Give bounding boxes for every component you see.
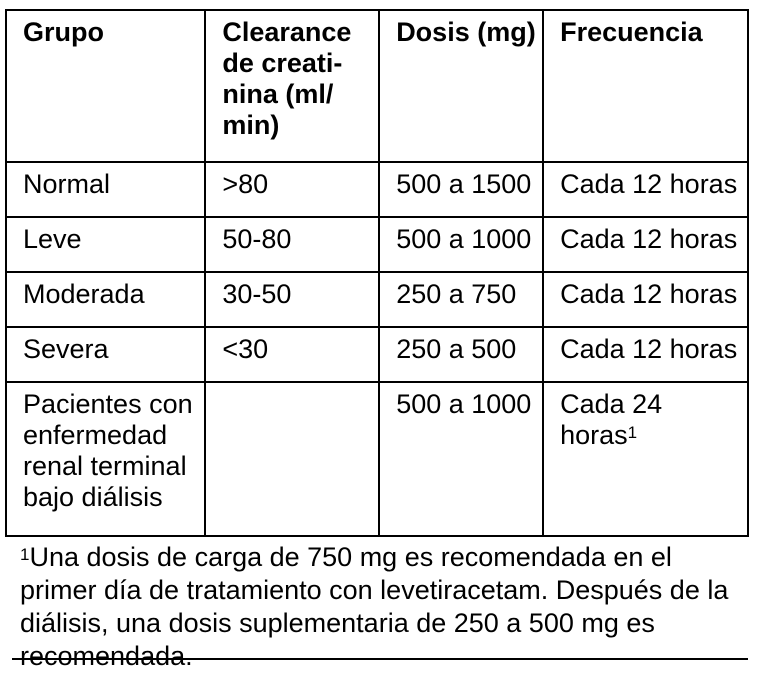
cell-clearance: 50-80 bbox=[205, 217, 379, 272]
cell-grupo: Severa bbox=[6, 327, 205, 382]
cell-clearance: 30-50 bbox=[205, 272, 379, 327]
header-clearance-line: nina (ml/ bbox=[222, 79, 334, 109]
cell-dosis: 250 a 750 bbox=[379, 272, 543, 327]
table-row bbox=[6, 327, 748, 382]
header-clearance bbox=[205, 10, 379, 162]
header-clearance-line: de creati- bbox=[222, 48, 343, 78]
cell-grupo: Moderada bbox=[6, 272, 205, 327]
footnote-marker: 1 bbox=[20, 545, 30, 564]
cell-dosis: 500 a 1000 bbox=[379, 382, 543, 536]
cell-clearance bbox=[205, 382, 379, 536]
dosing-table bbox=[5, 9, 749, 537]
header-dosis: Dosis (mg) bbox=[379, 10, 543, 162]
cell-clearance: >80 bbox=[205, 162, 379, 217]
header-frecuencia: Frecuencia bbox=[543, 10, 748, 162]
header-grupo: Grupo bbox=[6, 10, 205, 162]
cell-grupo: Pacientes con enfermedad renal terminal bajo diálisis bbox=[6, 382, 205, 536]
cell-dosis: 500 a 1000 bbox=[379, 217, 543, 272]
cell-frecuencia: Cada 12 horas bbox=[543, 162, 748, 217]
cell-dosis: 500 a 1500 bbox=[379, 162, 543, 217]
table-row bbox=[6, 217, 748, 272]
cell-frecuencia: Cada 12 horas bbox=[543, 272, 748, 327]
header-clearance-line: min) bbox=[222, 110, 280, 140]
footnote-text: Una dosis de carga de 750 mg es recomendada en el primer día de tratamiento con levetiracetam. Después de la diálisis, una dosis suplementaria de 250 a 500 mg es recomendada. bbox=[20, 542, 729, 671]
cell-grupo: Normal bbox=[6, 162, 205, 217]
header-clearance-line: Clearance bbox=[222, 17, 352, 47]
cell-grupo: Leve bbox=[6, 217, 205, 272]
cell-frecuencia bbox=[543, 382, 748, 536]
cell-frecuencia: Cada 12 horas bbox=[543, 217, 748, 272]
cell-clearance: <30 bbox=[205, 327, 379, 382]
cell-dosis: 250 a 500 bbox=[379, 327, 543, 382]
table-row bbox=[6, 382, 748, 536]
cell-frecuencia: Cada 12 horas bbox=[543, 327, 748, 382]
table-row bbox=[6, 272, 748, 327]
cell-frecuencia-text: Cada 24 horas bbox=[560, 389, 663, 450]
bottom-divider bbox=[12, 658, 748, 660]
table-header-row bbox=[6, 10, 748, 162]
footnote bbox=[20, 541, 750, 673]
footnote-reference: 1 bbox=[627, 423, 638, 442]
table-row bbox=[6, 162, 748, 217]
